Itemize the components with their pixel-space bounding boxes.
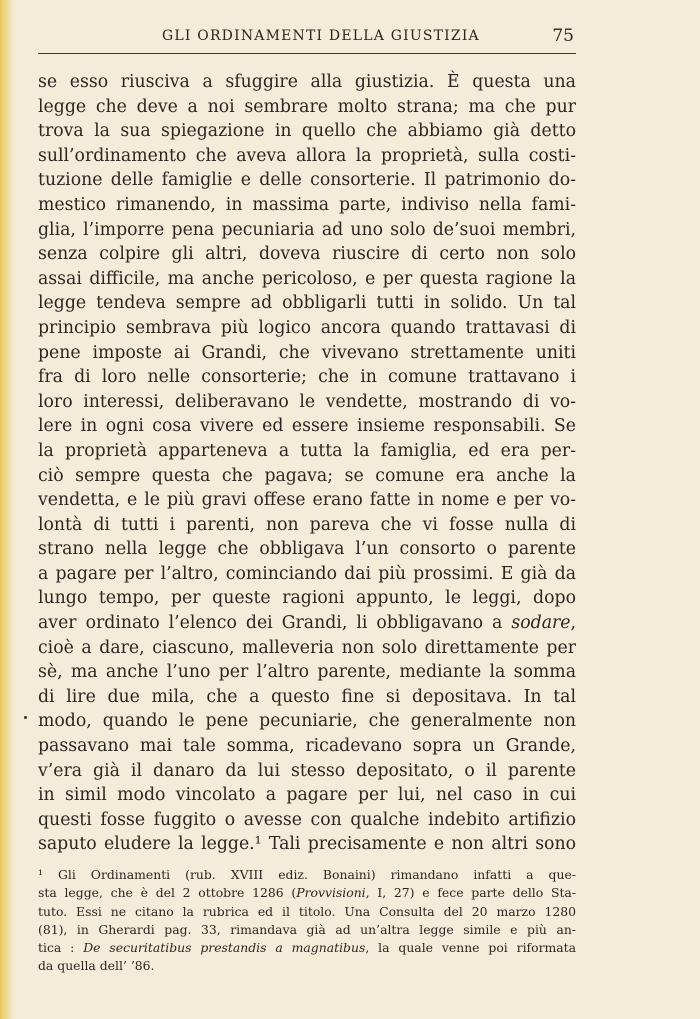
body-line: tuzione delle famiglie e delle consorterie. Il patrimonio do- bbox=[38, 170, 576, 191]
footnote-line: (81), in Gherardi pag. 33, rimandava già ad un’altra legge simile e più an- bbox=[38, 921, 576, 937]
body-line: ciò sempre questa che pagava; se comune era anche la bbox=[38, 465, 576, 486]
body-line: lontà di tutti i parenti, non pareva che vi fosse nulla di bbox=[38, 514, 576, 535]
body-line: strano nella legge che obbligava l’un consorto o parente bbox=[38, 539, 576, 560]
body-line: a pagare per l’altro, cominciando dai più prossimi. E già da bbox=[38, 563, 576, 584]
footnote-line bbox=[38, 884, 576, 902]
body-line: legge che deve a noi sembrare molto strana; ma che pur bbox=[38, 96, 576, 117]
body-line: saputo eludere la legge.¹ Tali precisamente e non altri sono bbox=[38, 834, 576, 855]
footnote-line: tuto. Essi ne citano la rubrica ed il titolo. Una Consulta del 20 marzo 1280 bbox=[38, 903, 576, 919]
footnote-line: da quella dell’ ’86. bbox=[38, 958, 155, 974]
footnote-text: , la quale venne poi riformata bbox=[365, 940, 576, 956]
body-line: lungo tempo, per queste ragioni appunto, le leggi, dopo bbox=[38, 588, 576, 609]
body-line: v’era già il danaro da lui stesso depositato, o il parente bbox=[38, 760, 576, 781]
page-header bbox=[38, 26, 578, 50]
footnote-italic: De securitatibus prestandis a magnatibus bbox=[83, 940, 366, 956]
line-text: aver ordinato l’elenco dei Grandi, li obbligavano a bbox=[38, 613, 512, 634]
footnote bbox=[38, 866, 576, 976]
footnote-line: ¹ Gli Ordinamenti (rub. XVIII ediz. Bonaini) rimandano infatti a que- bbox=[38, 867, 576, 882]
body-line: fra di loro nelle consorterie; che in comune trattavano i bbox=[38, 367, 576, 388]
body-line: loro interessi, deliberavano le vendette, mostrando di vo- bbox=[38, 391, 576, 412]
body-line: vendetta, e le più gravi offese erano fatte in nome e per vo- bbox=[38, 490, 576, 511]
italic-term: sodare bbox=[511, 613, 571, 634]
body-line-sodare bbox=[38, 611, 576, 636]
body-line: se esso riusciva a sfuggire alla giustizia. È questa una bbox=[38, 72, 576, 92]
page-number: 75 bbox=[552, 26, 574, 46]
body-line: in simil modo vincolato a pagare per lui, nel caso in cui bbox=[38, 785, 576, 806]
running-title: GLI ORDINAMENTI DELLA GIUSTIZIA bbox=[162, 28, 480, 44]
body-line: assai difficile, ma anche pericoloso, e per questa ragione la bbox=[38, 268, 576, 289]
body-line: trova la sua spiegazione in quello che abbiamo già detto bbox=[38, 121, 576, 142]
body-line: modo, quando le pene pecuniarie, che generalmente non bbox=[38, 711, 576, 732]
line-text: , bbox=[570, 613, 576, 634]
body-line: di lire due mila, che a questo fine si depositava. In tal bbox=[38, 686, 576, 707]
footnote-text: sta legge, che è del 2 ottobre 1286 ( bbox=[38, 885, 297, 901]
body-line: senza colpire gli altri, doveva riuscire di certo non solo bbox=[38, 244, 576, 265]
body-line: cioè a dare, ciascuno, malleveria non solo direttamente per bbox=[38, 637, 576, 658]
ink-speck bbox=[24, 716, 27, 719]
body-line: lere in ogni cosa vivere ed essere insieme responsabili. Se bbox=[38, 416, 576, 437]
footnote-text: tica : bbox=[38, 940, 84, 956]
body-line: pene imposte ai Grandi, che vivevano strettamente uniti bbox=[38, 342, 576, 363]
body-line: la proprietà apparteneva a tutta la famiglia, ed era per- bbox=[38, 440, 576, 461]
page-edge-shadow bbox=[0, 0, 14, 1019]
body-line: sull’ordinamento che aveva allora la proprietà, sulla costi- bbox=[38, 145, 576, 166]
body-text bbox=[38, 70, 576, 857]
body-line: sè, ma anche l’uno per l’altro parente, mediante la somma bbox=[38, 662, 576, 683]
body-line: questi fosse fuggito o avesse con qualche indebito artifizio bbox=[38, 809, 576, 830]
body-line: legge tendeva sempre ad obbligarli tutti in solido. Un tal bbox=[38, 293, 576, 314]
body-line: mestico rimanendo, in massima parte, indiviso nella fami- bbox=[38, 194, 576, 215]
footnote-line bbox=[38, 939, 576, 957]
header-rule bbox=[38, 53, 576, 54]
body-line: glia, l’imporre pena pecuniaria ad uno solo de’suoi membri, bbox=[38, 219, 576, 240]
footnote-text: , I, 27) e fece parte dello Sta- bbox=[365, 885, 576, 901]
body-line: passavano mai tale somma, ricadevano sopra un Grande, bbox=[38, 736, 576, 757]
body-line: principio sembrava più logico ancora quando trattavasi di bbox=[38, 317, 576, 338]
footnote-italic: Provvisioni bbox=[296, 885, 366, 901]
